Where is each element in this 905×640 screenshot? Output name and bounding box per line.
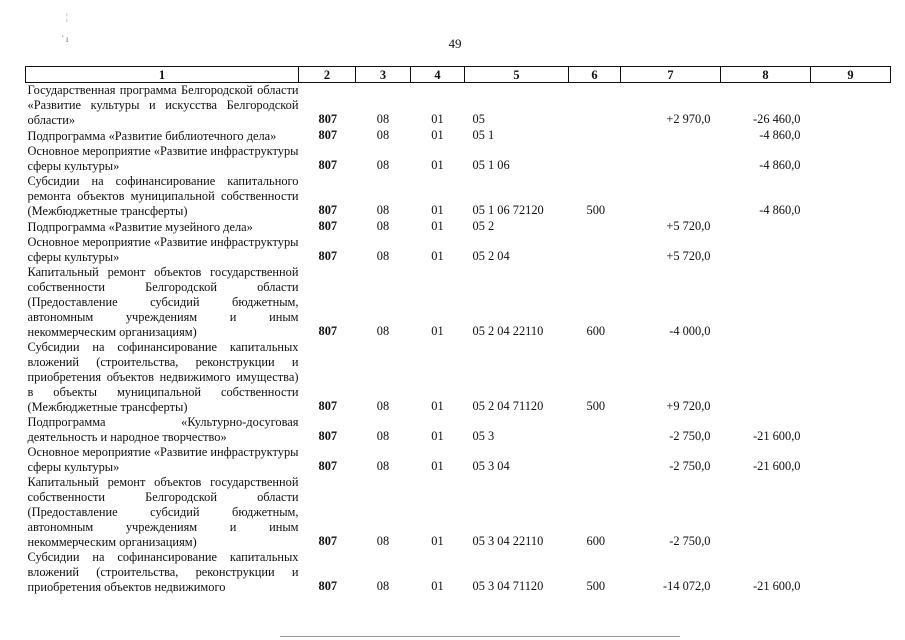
row-cell-c2: 807 — [318, 399, 338, 413]
row-name-cell: Капитальный ремонт объектов государственной собственности Белгородской области (Предоставление субсидий бюджетным, автономным учреждениям и иным некоммерческим организациям) — [27, 265, 299, 339]
row-cell-c2: 807 — [318, 459, 338, 473]
row-cell-c5: 05 2 — [472, 219, 495, 233]
row-cell-c3: 08 — [376, 429, 390, 443]
row-cell-c7: +2 970,0 — [666, 112, 711, 126]
row-cell-c4: 01 — [431, 249, 444, 263]
row-cell-c6 — [569, 128, 621, 144]
row-cell-c6 — [569, 235, 621, 265]
row-cell-c4: 01 — [431, 534, 444, 548]
row-name-cell: Субсидии на софинансирование капитальных вложений (строительства, реконструкции и приобретения объектов недвижимого имущества) в объекты муниципальной собственности (Межбюджетные трансферты) — [27, 340, 299, 414]
row-cell-c7: -14 072,0 — [663, 579, 711, 593]
row-cell-c8 — [721, 340, 811, 415]
column-header-7: 7 — [621, 67, 721, 83]
row-cell-c5: 05 3 04 71120 — [472, 579, 544, 593]
row-cell-c6 — [569, 144, 621, 174]
row-cell-c7 — [621, 128, 721, 144]
row-cell-c3: 08 — [376, 249, 390, 263]
row-cell-c7 — [621, 174, 721, 219]
row-name-cell: Государственная программа Белгородской области «Развитие культуры и искусства Белгородской области» — [27, 83, 299, 127]
row-cell-c4: 01 — [431, 203, 444, 217]
row-name-cell: Основное мероприятие «Развитие инфраструктуры сферы культуры» — [27, 235, 299, 264]
row-cell-c5: 05 1 — [472, 128, 495, 142]
row-cell-c4: 01 — [431, 128, 444, 142]
column-header-9: 9 — [811, 67, 891, 83]
table-row — [26, 219, 891, 235]
row-cell-c8 — [721, 265, 811, 340]
table-row — [26, 475, 891, 550]
row-cell-c6: 500 — [586, 203, 606, 217]
row-cell-c7: -2 750,0 — [669, 534, 711, 548]
row-cell-c2: 807 — [318, 249, 338, 263]
scan-mark: ¦ — [66, 12, 68, 22]
row-cell-c3: 08 — [376, 219, 390, 233]
row-cell-c3: 08 — [376, 324, 390, 338]
row-cell-c9 — [811, 174, 891, 219]
row-name-cell: Подпрограмма «Культурно-досуговая деятельность и народное творчество» — [27, 415, 299, 444]
row-cell-c4: 01 — [431, 219, 444, 233]
row-cell-c6 — [569, 219, 621, 235]
row-cell-c6: 600 — [586, 534, 606, 548]
column-header-4: 4 — [411, 67, 465, 83]
row-cell-c6: 500 — [586, 399, 606, 413]
row-cell-c8 — [721, 475, 811, 550]
row-cell-c4: 01 — [431, 579, 444, 593]
row-cell-c9 — [811, 415, 891, 445]
table-row — [26, 550, 891, 595]
row-cell-c4: 01 — [431, 429, 444, 443]
table-row — [26, 144, 891, 174]
table-row — [26, 340, 891, 415]
row-cell-c8: -4 860,0 — [759, 128, 801, 142]
row-cell-c6 — [569, 415, 621, 445]
row-cell-c3: 08 — [376, 203, 390, 217]
row-cell-c9 — [811, 83, 891, 129]
row-cell-c2: 807 — [318, 579, 338, 593]
table-row — [26, 128, 891, 144]
row-cell-c8: -26 460,0 — [753, 112, 801, 126]
row-cell-c9 — [811, 219, 891, 235]
row-cell-c9 — [811, 550, 891, 595]
row-name-cell: Основное мероприятие «Развитие инфраструктуры сферы культуры» — [27, 445, 299, 474]
row-name-cell: Субсидии на софинансирование капитальных вложений (строительства, реконструкции и приобретения объектов недвижимого — [27, 550, 299, 594]
row-cell-c5: 05 2 04 — [472, 249, 510, 263]
row-cell-c8 — [721, 219, 811, 235]
row-cell-c5: 05 3 04 — [472, 459, 510, 473]
row-cell-c9 — [811, 445, 891, 475]
row-name-cell: Подпрограмма «Развитие музейного дела» — [27, 220, 253, 234]
row-cell-c2: 807 — [318, 128, 338, 142]
row-cell-c4: 01 — [431, 158, 444, 172]
row-cell-c4: 01 — [431, 399, 444, 413]
page-number: 49 — [448, 36, 462, 51]
row-cell-c2: 807 — [318, 324, 338, 338]
row-cell-c7: -2 750,0 — [669, 459, 711, 473]
row-cell-c3: 08 — [376, 399, 390, 413]
row-cell-c3: 08 — [376, 459, 390, 473]
table-row — [26, 445, 891, 475]
row-cell-c7 — [621, 144, 721, 174]
budget-table — [25, 66, 891, 595]
table-body — [26, 83, 891, 596]
table-row — [26, 415, 891, 445]
row-name-cell: Субсидии на софинансирование капитального ремонта объектов муниципальной собственности (Межбюджетные трансферты) — [27, 174, 299, 218]
row-cell-c2: 807 — [318, 429, 338, 443]
table-row — [26, 265, 891, 340]
row-cell-c9 — [811, 144, 891, 174]
row-cell-c5: 05 1 06 72120 — [472, 203, 544, 217]
row-cell-c3: 08 — [376, 534, 390, 548]
row-cell-c3: 08 — [376, 579, 390, 593]
row-cell-c9 — [811, 235, 891, 265]
row-cell-c7: -2 750,0 — [669, 429, 711, 443]
row-cell-c9 — [811, 265, 891, 340]
row-cell-c2: 807 — [318, 158, 338, 172]
row-cell-c2: 807 — [318, 203, 338, 217]
row-cell-c5: 05 2 04 22110 — [472, 324, 544, 338]
table-row — [26, 235, 891, 265]
row-cell-c8: -4 860,0 — [759, 158, 801, 172]
row-cell-c5: 05 2 04 71120 — [472, 399, 544, 413]
row-cell-c8: -21 600,0 — [753, 579, 801, 593]
table-row — [26, 174, 891, 219]
column-header-6: 6 — [569, 67, 621, 83]
page-bottom-rule — [280, 636, 680, 637]
row-cell-c7: +9 720,0 — [666, 399, 711, 413]
row-cell-c8: -21 600,0 — [753, 429, 801, 443]
column-header-5: 5 — [465, 67, 569, 83]
row-cell-c5: 05 3 — [472, 429, 495, 443]
row-cell-c6 — [569, 83, 621, 129]
column-header-1: 1 — [26, 67, 299, 83]
row-cell-c9 — [811, 340, 891, 415]
row-cell-c2: 807 — [318, 219, 338, 233]
row-cell-c3: 08 — [376, 112, 390, 126]
row-cell-c8 — [721, 235, 811, 265]
table-row — [26, 83, 891, 129]
row-cell-c8: -4 860,0 — [759, 203, 801, 217]
row-cell-c9 — [811, 475, 891, 550]
row-name-cell: Основное мероприятие «Развитие инфраструктуры сферы культуры» — [27, 144, 299, 173]
header-row — [26, 67, 891, 83]
row-name-cell: Капитальный ремонт объектов государственной собственности Белгородской области (Предоставление субсидий бюджетным, автономным учреждениям и иным некоммерческим организациям) — [27, 475, 299, 549]
row-cell-c7: +5 720,0 — [666, 249, 711, 263]
row-cell-c9 — [811, 128, 891, 144]
row-cell-c6: 600 — [586, 324, 606, 338]
column-header-2: 2 — [299, 67, 356, 83]
scan-mark: ' ı — [62, 34, 69, 44]
row-cell-c5: 05 1 06 — [472, 158, 510, 172]
row-cell-c8: -21 600,0 — [753, 459, 801, 473]
row-cell-c6: 500 — [586, 579, 606, 593]
row-cell-c5: 05 — [472, 112, 485, 126]
row-cell-c3: 08 — [376, 158, 390, 172]
row-cell-c6 — [569, 445, 621, 475]
row-cell-c7: +5 720,0 — [666, 219, 711, 233]
row-cell-c4: 01 — [431, 459, 444, 473]
row-cell-c2: 807 — [318, 112, 338, 126]
column-header-8: 8 — [721, 67, 811, 83]
row-cell-c4: 01 — [431, 324, 444, 338]
row-cell-c4: 01 — [431, 112, 444, 126]
row-cell-c7: -4 000,0 — [669, 324, 711, 338]
row-cell-c2: 807 — [318, 534, 338, 548]
row-cell-c3: 08 — [376, 128, 390, 142]
row-name-cell: Подпрограмма «Развитие библиотечного дела» — [27, 129, 277, 143]
column-header-3: 3 — [356, 67, 411, 83]
row-cell-c5: 05 3 04 22110 — [472, 534, 544, 548]
